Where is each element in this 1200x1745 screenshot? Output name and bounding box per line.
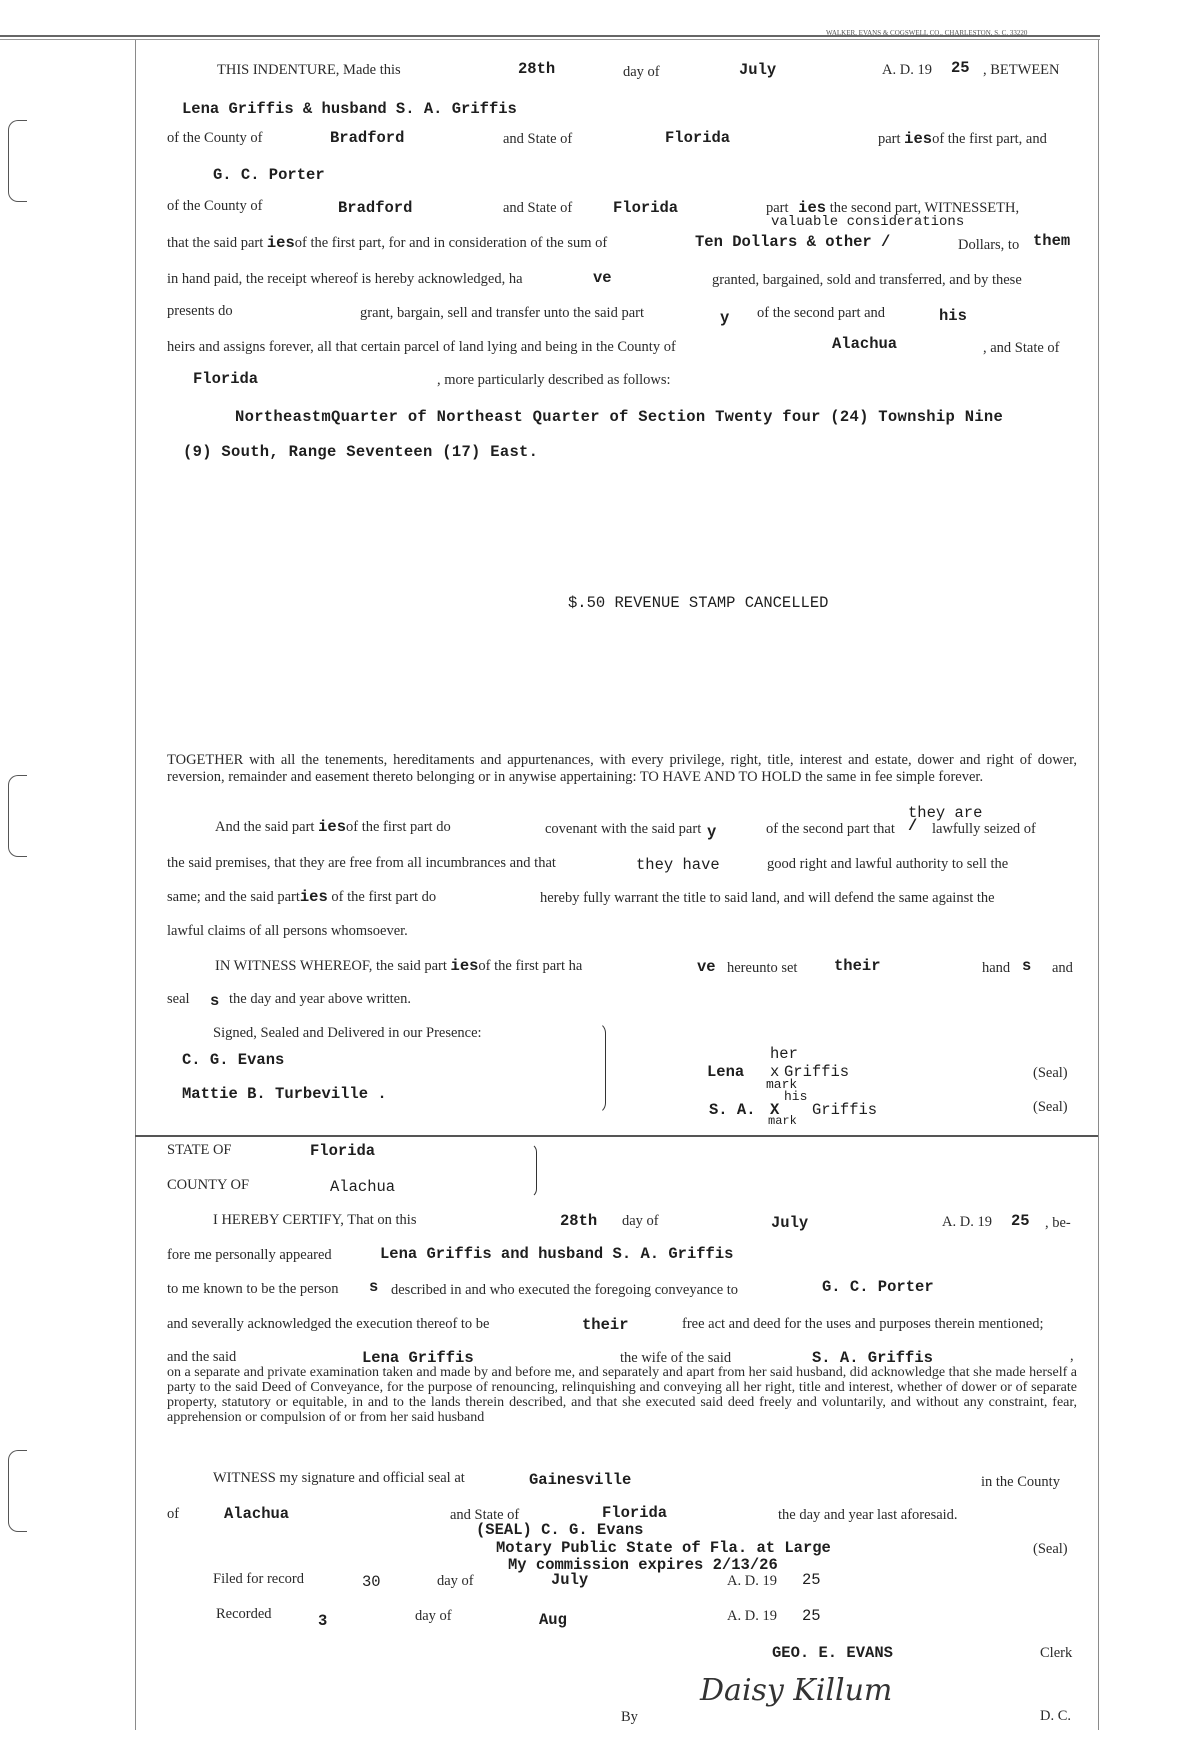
ack-and-said: and the said [167, 1349, 237, 1365]
ack-certify: I HEREBY CERTIFY, That on this [213, 1212, 417, 1228]
covenant-line-2b: good right and lawful authority to sell the [767, 856, 1009, 872]
ack-known-suffix: s [369, 1278, 379, 1296]
c1: that the said part [167, 235, 264, 251]
signer-2-mark: mark [768, 1114, 797, 1128]
grantor-county-label: of the County of [167, 130, 263, 146]
deputy-signature: Daisy Killum [700, 1673, 893, 1708]
ack-witness: WITNESS my signature and official seal at [213, 1470, 465, 1486]
witness-their: their [834, 957, 881, 975]
grantee-name: G. C. Porter [213, 166, 325, 184]
ack-severally: and severally acknowledged the execution thereof to be [167, 1316, 490, 1332]
consideration-to-whom: them [1033, 232, 1071, 250]
second-part-text: the second part, WITNESSETH, [829, 200, 1020, 216]
grantor-state: Florida [665, 129, 731, 147]
ack-county-2: Alachua [224, 1505, 290, 1523]
ack-day-of: day of [622, 1213, 659, 1229]
cv2: of the first part do [346, 819, 451, 835]
signer-1-mark: mark [766, 1077, 798, 1092]
clerk-title: Clerk [1040, 1645, 1073, 1661]
part-suffix: ies [904, 130, 933, 148]
grantee-county: Bradford [338, 199, 413, 217]
signer-1-last: Griffis [784, 1063, 850, 1081]
indenture-day-of: day of [623, 64, 660, 80]
first-part-text: of the first part, and [932, 131, 1047, 147]
land-county: Alachua [832, 335, 898, 353]
c1-suffix: ies [266, 234, 295, 252]
printer-line: WALKER, EVANS & COGSWELL CO., CHARLESTON, S. C. 33220 [826, 29, 1028, 37]
ack-free-act: free act and deed for the uses and purposes therein mentioned; [682, 1316, 1044, 1332]
part2-suffix: ies [798, 199, 827, 217]
part2-word: part [766, 200, 789, 216]
recorded-year: 25 [802, 1607, 821, 1625]
ack-state-2: Florida [602, 1504, 668, 1522]
grant-suffix: y [720, 309, 730, 327]
covenant-line-1d: lawfully seized of [932, 821, 1036, 837]
ack-state-label: STATE OF [167, 1142, 232, 1158]
covenant-line-3b: hereby fully warrant the title to said land, and will defend the same against the [540, 890, 995, 906]
signer-2-x: X [770, 1101, 780, 1119]
witness-clause-a [215, 958, 582, 975]
cv1: And the said part [215, 819, 315, 835]
heirs-state-label: , and State of [983, 340, 1060, 356]
cv9: of the first part do [331, 889, 437, 905]
land-description-2: (9) South, Range Seventeen (17) East. [183, 443, 539, 461]
signer-1-her: her [770, 1045, 798, 1063]
filed-month: July [551, 1571, 589, 1589]
cv8-suffix: ies [299, 888, 328, 906]
covenant-insert: they are [908, 804, 983, 822]
binder-hole-3 [8, 1450, 27, 1532]
consideration-sum: Ten Dollars & other / [695, 233, 891, 251]
ack-their: their [582, 1316, 629, 1334]
filed-label: Filed for record [213, 1571, 304, 1587]
consideration-dollars: Dollars, to [958, 237, 1020, 253]
witness-bracket [595, 1022, 606, 1114]
right-margin-line [1098, 40, 1099, 1730]
consideration-line [167, 235, 607, 252]
ack-before: , be- [1045, 1215, 1071, 1231]
covenant-line-1b: covenant with the said part [545, 821, 702, 837]
seal-1: (Seal) [1033, 1065, 1068, 1081]
c2: of the first part, for and in consideration of the sum of [294, 235, 608, 251]
receipt-granted: granted, bargained, sold and transferred, and by these [712, 272, 1022, 288]
ack-day: 28th [560, 1212, 598, 1230]
described-as-follows: , more particularly described as follows: [437, 372, 671, 388]
ack-year: 25 [1011, 1212, 1030, 1230]
notary-seal: (Seal) [1033, 1541, 1068, 1557]
part-word: part [878, 131, 901, 147]
signer-2-last: Griffis [812, 1101, 878, 1119]
w2-suffix: ve [697, 958, 716, 976]
notary-line-2: Motary Public State of Fla. at Large [496, 1539, 831, 1557]
w1: IN WITNESS WHEREOF, the said part [215, 958, 447, 974]
filed-day: 30 [362, 1573, 381, 1591]
notary-line-1: (SEAL) C. G. Evans [476, 1521, 644, 1539]
habendum-clause: TOGETHER with all the tenements, hereditaments and appurtenances, with every privilege, right, title, interest and estate, dower and right of dower, reversion, remainder and easement thereto belonging or in anywise appertaining: TO HAVE AND TO HOLD the same in fee simple forever. [167, 752, 1077, 785]
ack-husband: S. A. Griffis [812, 1349, 933, 1367]
covenant-line-1c: of the second part that [766, 821, 895, 837]
recorded-label: Recorded [216, 1606, 272, 1622]
signer-1-first: Lena [707, 1063, 745, 1081]
ack-appeared: fore me personally appeared [167, 1247, 332, 1263]
ack-county-label: COUNTY OF [167, 1177, 250, 1193]
consideration-note: valuable considerations [771, 214, 965, 230]
clerk-name: GEO. E. EVANS [772, 1644, 893, 1662]
signer-2-first: S. A. [709, 1101, 756, 1119]
covenant-line-2a: the said premises, that they are free from all incumbrances and that [167, 855, 556, 871]
ack-comma: , [1070, 1348, 1074, 1364]
notary-line-3: My commission expires 2/13/26 [508, 1556, 778, 1574]
signed-sealed-intro: Signed, Sealed and Delivered in our Presence: [213, 1025, 482, 1041]
ack-of: of [167, 1506, 180, 1522]
land-description-1: NortheastmQuarter of Northeast Quarter of Section Twenty four (24) Township Nine [235, 408, 1004, 426]
ack-wife: Lena Griffis [362, 1349, 474, 1367]
grantor-county: Bradford [330, 129, 405, 147]
binder-hole-1 [8, 120, 27, 202]
indenture-year: 25 [951, 59, 970, 77]
grant-whom: his [939, 307, 967, 325]
indenture-ad: A. D. 19 [882, 62, 932, 78]
grantee-county-label: of the County of [167, 198, 263, 214]
left-margin-line [135, 40, 136, 1730]
ack-month: July [771, 1214, 809, 1232]
top-rule-thin [0, 39, 1100, 40]
recorded-ad: A. D. 19 [727, 1608, 777, 1624]
cv4-mark: / [908, 817, 918, 835]
heirs-text: heirs and assigns forever, all that certain parcel of land lying and being in the County of [167, 339, 676, 355]
covenant-line-1a [215, 819, 451, 836]
recorded-day-of: day of [415, 1608, 452, 1624]
witness-date: the day and year above written. [229, 991, 411, 1007]
ack-place: Gainesville [529, 1471, 632, 1489]
covenant-who-has: they have [636, 856, 720, 874]
grantee-state: Florida [613, 199, 679, 217]
ack-ad: A. D. 19 [942, 1214, 992, 1230]
grantor-part-label [878, 131, 1047, 148]
ack-persons: Lena Griffis and husband S. A. Griffis [380, 1245, 734, 1263]
witness-and: and [1052, 960, 1073, 976]
cv3-suffix: y [707, 823, 717, 841]
signer-2-his: his [784, 1089, 808, 1104]
indenture-month: July [739, 61, 777, 79]
grantor-state-label: and State of [503, 131, 573, 147]
seal-2: (Seal) [1033, 1099, 1068, 1115]
ack-state-of: and State of [450, 1507, 520, 1523]
covenant-line-4: lawful claims of all persons whomsoever. [167, 923, 408, 939]
witness-seal: seal [167, 991, 190, 1007]
cv8: same; and the said part [167, 889, 300, 905]
w2: of the first part ha [478, 958, 583, 974]
covenant-line-3a [167, 889, 436, 906]
ack-county: Alachua [330, 1178, 396, 1196]
grant-second-part: of the second part and [757, 305, 886, 321]
receipt-text: in hand paid, the receipt whereof is hereby acknowledged, ha [167, 271, 523, 287]
grant-text: grant, bargain, sell and transfer unto the said part [360, 305, 645, 321]
ack-state: Florida [310, 1142, 376, 1160]
indenture-intro: THIS INDENTURE, Made this [217, 62, 401, 78]
indenture-between: , BETWEEN [983, 62, 1060, 78]
cv1-suffix: ies [318, 818, 346, 836]
recorded-month: Aug [539, 1611, 567, 1629]
revenue-stamp-note: $.50 REVENUE STAMP CANCELLED [568, 594, 829, 612]
ack-wife-of: the wife of the said [620, 1350, 732, 1366]
witness-hand: hand [982, 960, 1011, 976]
ack-aforesaid: the day and year last aforesaid. [778, 1507, 958, 1523]
witness-hand-suffix: s [1022, 957, 1032, 975]
filed-day-of: day of [437, 1573, 474, 1589]
receipt-suffix: ve [593, 269, 612, 287]
signer-1-x: x [770, 1063, 780, 1081]
land-state: Florida [193, 370, 259, 388]
recorded-day: 3 [318, 1612, 328, 1630]
deputy-clerk-label: D. C. [1040, 1708, 1072, 1724]
filed-ad: A. D. 19 [727, 1573, 777, 1589]
witness-seal-suffix: s [210, 992, 220, 1010]
by-label: By [621, 1709, 638, 1725]
ack-described: described in and who executed the foregoing conveyance to [391, 1282, 739, 1298]
ack-known: to me known to be the person [167, 1281, 339, 1297]
ack-body: on a separate and private examination taken and made by and before me, and separately and apart from her said husband, did acknowledge that she made herself a party to the said Deed of Conveyance, for the purpose of renouncing, relinquishing and conveying all her right, title and interest, whether of dower or of separate property, statutory or equitable, in and to the lands therein described, and that she executed said deed freely and voluntarily, and without any constraint, fear, apprehension or compulsion of or from her said husband [167, 1365, 1077, 1425]
grant-presents: presents do [167, 303, 233, 319]
grantee-state-label: and State of [503, 200, 573, 216]
filed-year: 25 [802, 1571, 821, 1589]
witness-1: C. G. Evans [182, 1051, 285, 1069]
witness-set: hereunto set [727, 960, 798, 976]
ack-bracket [528, 1143, 537, 1198]
ack-grantee: G. C. Porter [822, 1278, 934, 1296]
ack-divider [135, 1135, 1098, 1137]
witness-2: Mattie B. Turbeville . [182, 1085, 387, 1103]
w1-suffix: ies [450, 957, 479, 975]
indenture-day: 28th [518, 60, 556, 78]
binder-hole-2 [8, 775, 27, 857]
grantor-name: Lena Griffis & husband S. A. Griffis [182, 100, 517, 118]
ack-in-county: in the County [981, 1474, 1060, 1490]
